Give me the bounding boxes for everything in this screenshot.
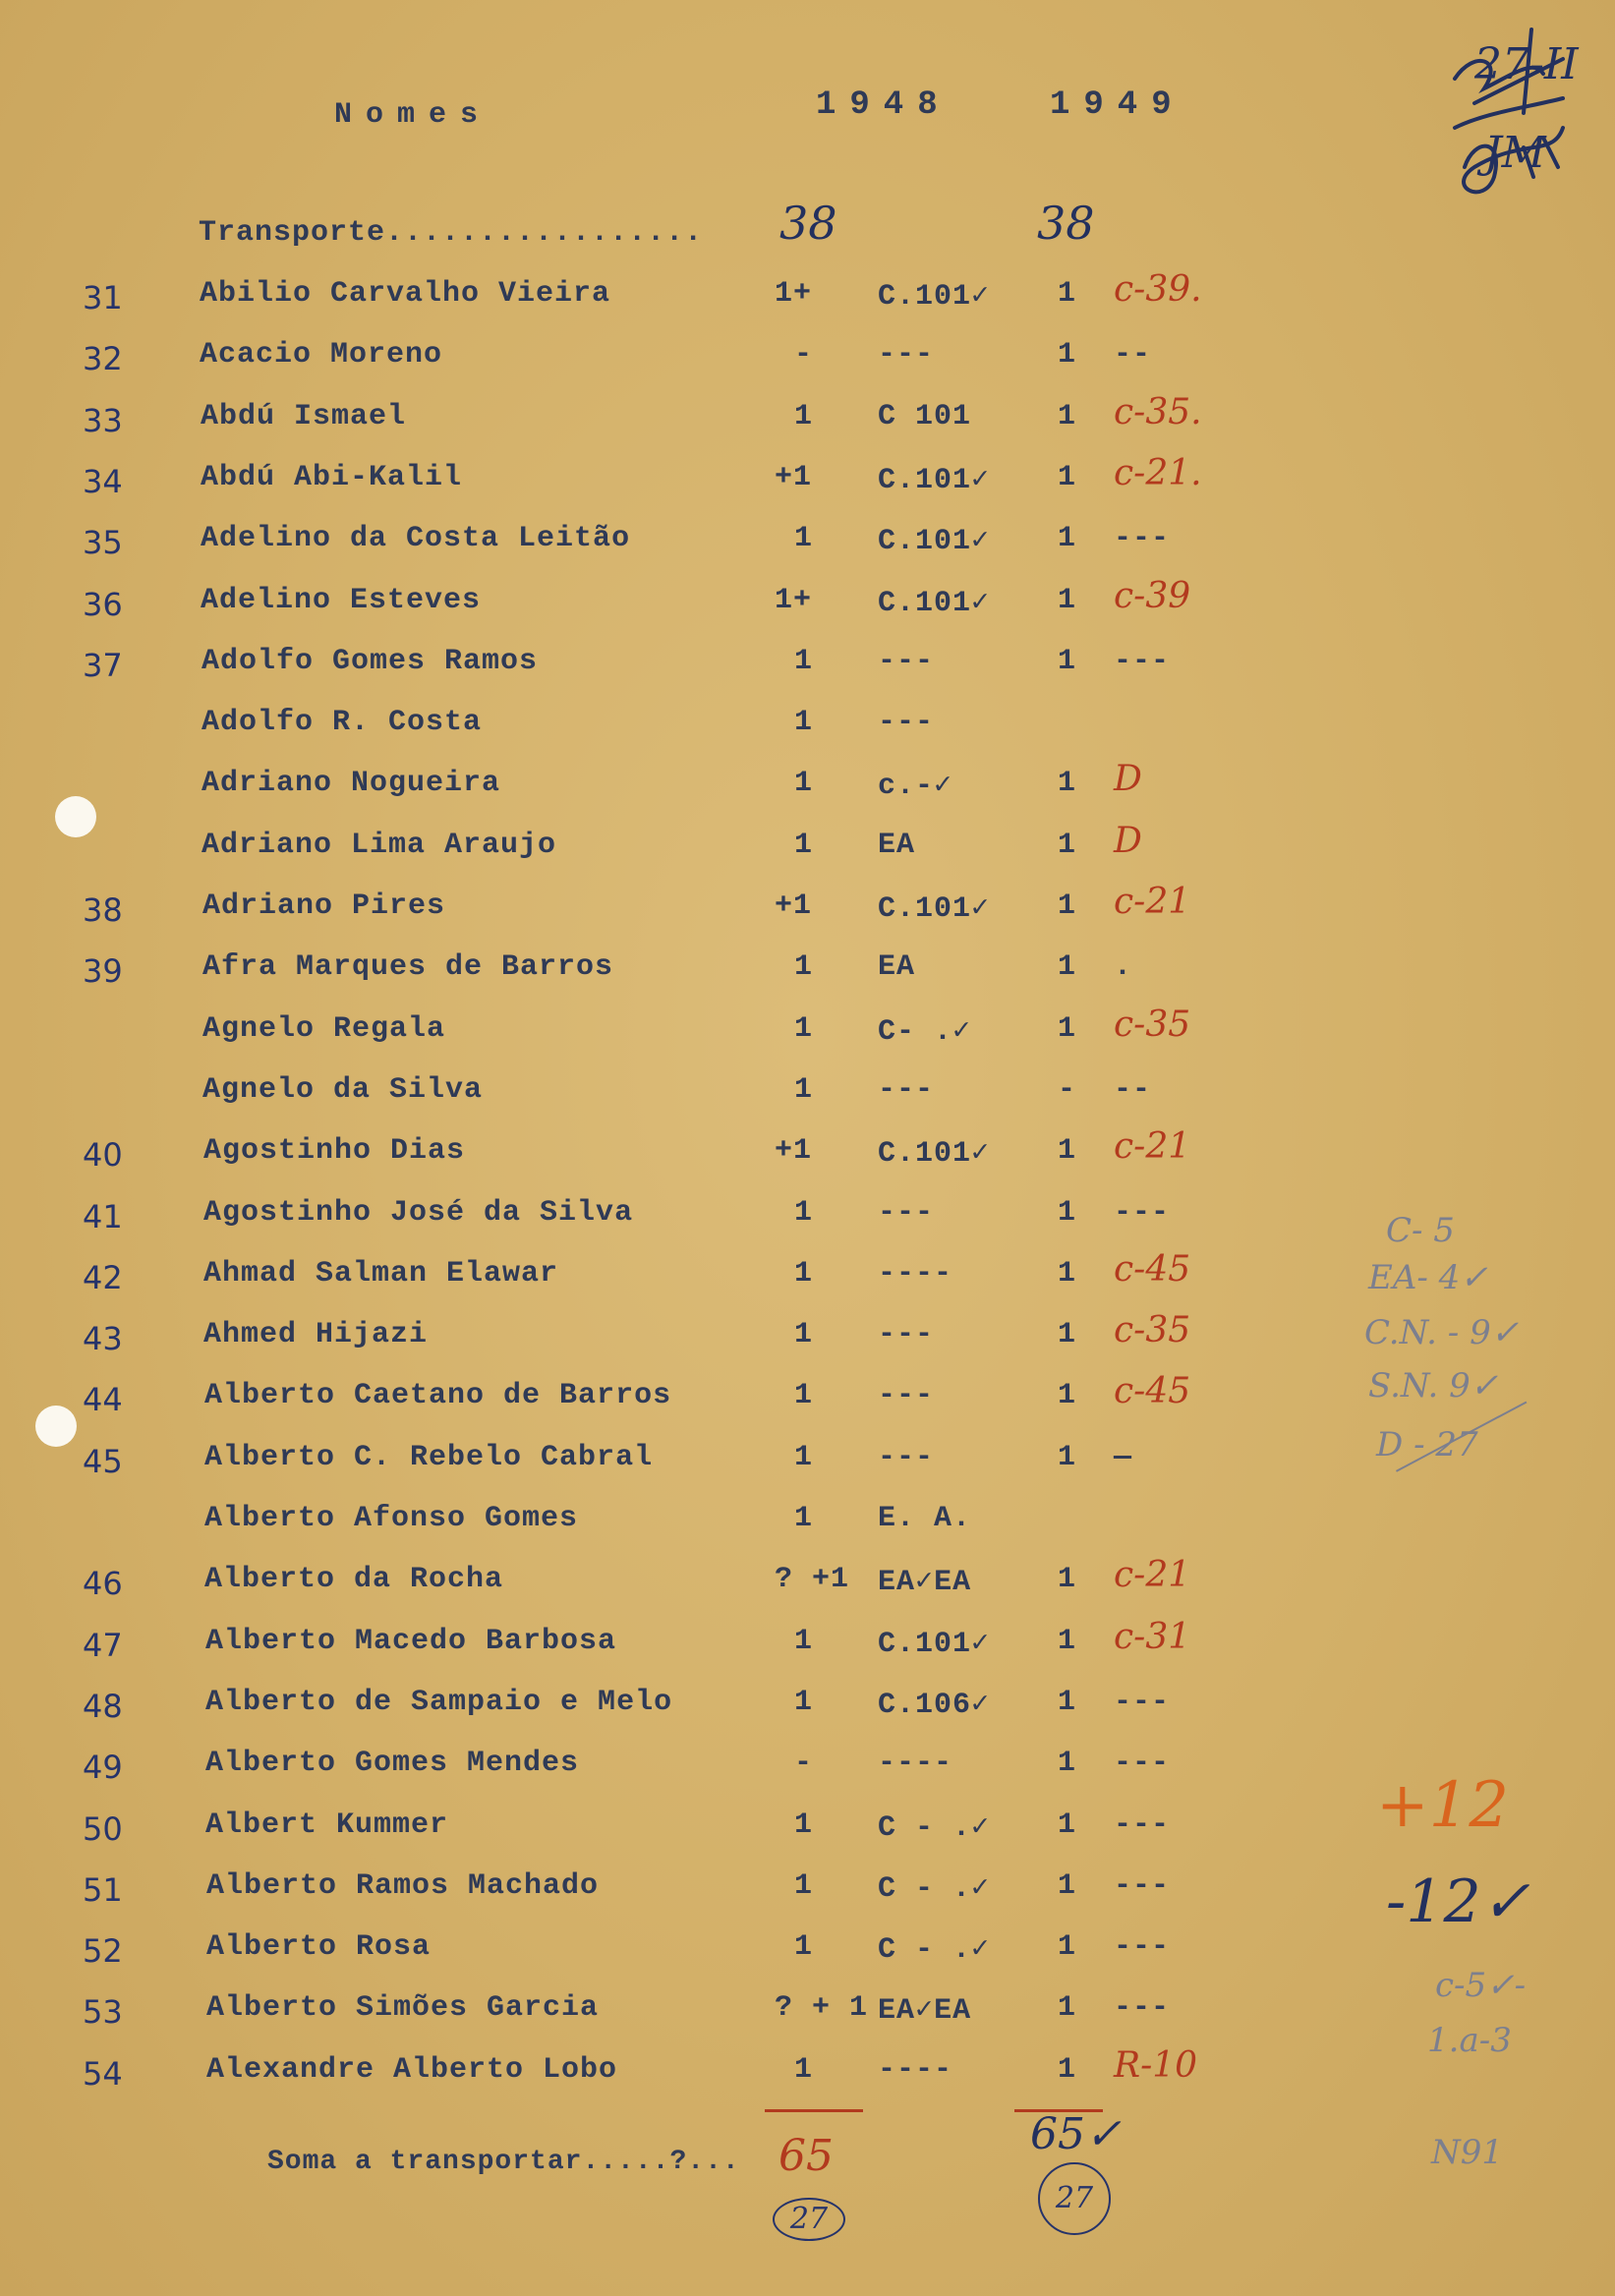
row-1948-code: EA✓EA (878, 1566, 972, 1599)
row-1949-code: c-45 (1114, 1371, 1191, 1411)
row-1949-count: 1 (1058, 950, 1077, 984)
row-1949-code: --- (1114, 1808, 1171, 1842)
row-number: 34 (83, 463, 123, 500)
row-1948-count: 1 (794, 1686, 814, 1719)
row-name: Adriano Nogueira (202, 767, 501, 800)
row-1949-code: -- (1114, 338, 1152, 372)
transporte-1948: 38 (779, 197, 837, 250)
row-name: Agostinho Dias (203, 1134, 466, 1168)
row-number: 50 (83, 1810, 123, 1848)
transporte-1949: 38 (1037, 197, 1095, 250)
row-1949-count: 1 (1058, 2053, 1077, 2087)
row-1948-count: 1 (794, 1196, 814, 1230)
row-1949-count: 1 (1058, 767, 1077, 800)
row-1948-code: C- .✓ (878, 1015, 972, 1049)
header-year-1948: 1948 (816, 86, 952, 124)
row-1949-count: 1 (1058, 461, 1077, 494)
row-1948-count: 1+ (775, 277, 813, 311)
punch-hole-bottom (35, 1406, 77, 1447)
row-1948-code: EA✓EA (878, 1994, 972, 2028)
row-1949-code: R-10 (1114, 2045, 1198, 2086)
row-1948-count: - (794, 338, 814, 372)
header-year-1949: 1949 (1050, 86, 1185, 124)
row-number: 36 (83, 586, 123, 623)
row-1948-count: 1 (794, 767, 814, 800)
row-1948-code: C.101✓ (878, 464, 991, 497)
row-1948-code: E. A. (878, 1502, 972, 1535)
row-name: Ahmad Salman Elawar (203, 1257, 559, 1291)
row-1949-count: 1 (1058, 1441, 1077, 1474)
row-number: 48 (83, 1688, 123, 1725)
row-1948-code: C.101✓ (878, 280, 991, 314)
row-1949-count: 1 (1058, 338, 1077, 372)
row-1948-count: +1 (775, 461, 813, 494)
row-1948-count: 1 (794, 1257, 814, 1291)
blue-total: -12✓ (1386, 1867, 1530, 1936)
row-name: Agnelo Regala (202, 1012, 446, 1046)
row-1948-count: - (794, 1747, 814, 1780)
row-name: Alberto Gomes Mendes (205, 1747, 580, 1780)
row-1948-code: C.101✓ (878, 1628, 991, 1661)
row-1948-code: ---- (878, 1257, 953, 1291)
sum-1948: 65 (779, 2131, 834, 2181)
row-name: Alberto Simões Garcia (206, 1991, 600, 2025)
row-number: 38 (83, 891, 123, 929)
row-name: Acacio Moreno (200, 338, 443, 372)
row-name: Adolfo R. Costa (202, 706, 483, 739)
row-1949-count: 1 (1058, 400, 1077, 433)
row-name: Alberto C. Rebelo Cabral (204, 1441, 654, 1474)
sum-circle-1949: 27 (1038, 2162, 1111, 2235)
row-number: 40 (83, 1136, 123, 1174)
row-1949-count: 1 (1058, 1012, 1077, 1046)
row-1949-count: 1 (1058, 1869, 1077, 1903)
row-name: Alexandre Alberto Lobo (206, 2053, 618, 2087)
row-number: 31 (83, 279, 123, 316)
row-1949-count: 1 (1058, 829, 1077, 862)
row-1948-count: 1 (794, 1502, 814, 1535)
row-1949-count: 1 (1058, 890, 1077, 923)
row-1949-code: --- (1114, 522, 1171, 555)
row-1949-code: --- (1114, 1747, 1171, 1780)
row-1948-code: --- (878, 1318, 935, 1351)
row-1948-count: 1+ (775, 584, 813, 617)
row-1949-code: --- (1114, 1930, 1171, 1964)
signature-text-top: 27-II (1474, 39, 1579, 89)
row-number: 52 (83, 1932, 123, 1970)
row-number: 46 (83, 1565, 123, 1602)
row-name: Agostinho José da Silva (203, 1196, 634, 1230)
row-1949-count: 1 (1058, 1257, 1077, 1291)
row-1949-code: c-39. (1114, 269, 1202, 310)
row-name: Adriano Pires (202, 890, 446, 923)
row-1948-code: C - .✓ (878, 1811, 991, 1845)
row-1948-count: 1 (794, 1930, 814, 1964)
row-name: Adriano Lima Araujo (202, 829, 557, 862)
tally-d: D - 27 (1376, 1425, 1478, 1464)
row-1949-code: --- (1114, 1991, 1171, 2025)
row-1949-count: 1 (1058, 522, 1077, 555)
row-1949-code: D (1114, 759, 1142, 799)
row-1949-code: -- (1114, 1073, 1152, 1107)
row-1949-code: c-31 (1114, 1617, 1191, 1657)
sum-circle-1948: 27 (773, 2198, 845, 2241)
row-1949-code: c-39 (1114, 576, 1191, 616)
row-1949-count: 1 (1058, 1318, 1077, 1351)
row-1948-code: --- (878, 338, 935, 372)
row-1948-count: 1 (794, 1869, 814, 1903)
tally-ea: EA- 4✓ (1368, 1258, 1488, 1297)
row-1948-count: 1 (794, 950, 814, 984)
row-number: 44 (83, 1381, 123, 1418)
row-name: Abdú Abi-Kalil (201, 461, 463, 494)
row-1949-count: 1 (1058, 1747, 1077, 1780)
row-1949-count: 1 (1058, 1625, 1077, 1658)
row-1949-count: 1 (1058, 1930, 1077, 1964)
row-name: Alberto Caetano de Barros (204, 1379, 672, 1412)
row-1948-code: --- (878, 1073, 935, 1107)
row-name: Adolfo Gomes Ramos (202, 645, 539, 678)
row-1949-code: — (1114, 1441, 1133, 1474)
row-1949-code: --- (1114, 645, 1171, 678)
row-1948-count: 1 (794, 1625, 814, 1658)
row-1949-code: D (1114, 821, 1142, 861)
row-number: 49 (83, 1749, 123, 1786)
row-1948-code: --- (878, 706, 935, 739)
row-1948-code: C - .✓ (878, 1933, 991, 1967)
row-1949-code: c-21 (1114, 882, 1191, 922)
row-1948-count: 1 (794, 645, 814, 678)
pencil-note-3: N91 (1431, 2133, 1504, 2172)
pencil-note-2: 1.a-3 (1427, 2021, 1512, 2060)
row-1949-code: c-35 (1114, 1004, 1191, 1045)
row-1948-code: C.101✓ (878, 892, 991, 926)
row-1948-code: --- (878, 1196, 935, 1230)
row-1949-count: 1 (1058, 1808, 1077, 1842)
tally-cn: C.N. - 9✓ (1364, 1313, 1520, 1352)
row-1948-count: 1 (794, 1379, 814, 1412)
row-number: 51 (83, 1871, 123, 1909)
row-number: 54 (83, 2055, 123, 2093)
row-number: 32 (83, 340, 123, 377)
row-number: 37 (83, 647, 123, 684)
row-1948-count: ? + 1 (775, 1991, 869, 2025)
row-1949-count: 1 (1058, 645, 1077, 678)
row-name: Adelino Esteves (201, 584, 482, 617)
row-1948-count: +1 (775, 1134, 813, 1168)
row-name: Ahmed Hijazi (203, 1318, 429, 1351)
signature-mark (1415, 20, 1592, 206)
orange-total: +12 (1376, 1769, 1510, 1842)
signature-text-bottom: JM (1484, 128, 1546, 178)
row-name: Alberto Afonso Gomes (204, 1502, 579, 1535)
row-name: Albert Kummer (205, 1808, 449, 1842)
row-number: 42 (83, 1259, 123, 1296)
row-name: Alberto Ramos Machado (206, 1869, 600, 1903)
row-1948-code: C.106✓ (878, 1689, 991, 1722)
punch-hole-top (55, 796, 96, 837)
row-number: 39 (83, 952, 123, 990)
pencil-note-1: c-5✓- (1435, 1966, 1527, 2005)
row-1948-count: 1 (794, 2053, 814, 2087)
sum-1949: 65✓ (1030, 2109, 1122, 2159)
sum-underline-1948 (765, 2109, 863, 2112)
row-number: 35 (83, 524, 123, 561)
row-1949-count: 1 (1058, 1991, 1077, 2025)
row-1948-count: 1 (794, 706, 814, 739)
row-1948-code: EA (878, 950, 916, 984)
row-name: Abilio Carvalho Vieira (200, 277, 611, 311)
row-1949-code: --- (1114, 1196, 1171, 1230)
row-1948-code: EA (878, 829, 916, 862)
row-1949-code: --- (1114, 1686, 1171, 1719)
row-1948-count: 1 (794, 1441, 814, 1474)
row-1948-count: +1 (775, 890, 813, 923)
row-1948-count: 1 (794, 522, 814, 555)
row-1948-count: 1 (794, 400, 814, 433)
sum-label: Soma a transportar.....?... (267, 2147, 740, 2177)
row-1948-count: 1 (794, 1012, 814, 1046)
row-1949-count: - (1058, 1073, 1077, 1107)
row-1948-code: ---- (878, 2053, 953, 2087)
row-1948-code: ---- (878, 1747, 953, 1780)
row-name: Adelino da Costa Leitão (201, 522, 631, 555)
row-1949-code: c-21 (1114, 1555, 1191, 1595)
row-1948-count: ? +1 (775, 1563, 850, 1596)
row-name: Alberto Rosa (206, 1930, 432, 1964)
row-name: Agnelo da Silva (202, 1073, 484, 1107)
row-number: 33 (83, 402, 123, 439)
row-1948-code: --- (878, 1379, 935, 1412)
row-1948-code: c.-✓ (878, 770, 953, 803)
header-names: Nomes (334, 98, 492, 132)
row-1949-code: c-21. (1114, 453, 1202, 493)
tally-c: C- 5 (1386, 1211, 1455, 1250)
row-number: 53 (83, 1993, 123, 2031)
row-name: Alberto Macedo Barbosa (205, 1625, 617, 1658)
row-1949-code: c-21 (1114, 1126, 1191, 1167)
row-1949-count: 1 (1058, 1196, 1077, 1230)
row-1948-code: C.101✓ (878, 1137, 991, 1171)
row-number: 43 (83, 1320, 123, 1357)
row-name: Alberto da Rocha (204, 1563, 504, 1596)
row-1949-count: 1 (1058, 1379, 1077, 1412)
tally-sn: S.N. 9✓ (1368, 1366, 1499, 1406)
row-1949-count: 1 (1058, 584, 1077, 617)
row-1948-code: C - .✓ (878, 1872, 991, 1906)
row-name: Abdú Ismael (201, 400, 407, 433)
row-1949-count: 1 (1058, 1686, 1077, 1719)
row-1949-code: c-45 (1114, 1249, 1191, 1290)
row-number: 47 (83, 1627, 123, 1664)
row-1949-code: c-35 (1114, 1310, 1191, 1350)
row-1949-count: 1 (1058, 1134, 1077, 1168)
row-number: 41 (83, 1198, 123, 1235)
row-name: Afra Marques de Barros (202, 950, 614, 984)
row-1948-code: --- (878, 645, 935, 678)
row-1949-count: 1 (1058, 1563, 1077, 1596)
row-1948-count: 1 (794, 1073, 814, 1107)
row-1948-code: --- (878, 1441, 935, 1474)
row-1948-code: C.101✓ (878, 587, 991, 620)
row-1948-code: C.101✓ (878, 525, 991, 558)
row-name: Alberto de Sampaio e Melo (205, 1686, 673, 1719)
transporte-label: Transporte................. (199, 216, 704, 250)
row-1949-count: 1 (1058, 277, 1077, 311)
row-1948-count: 1 (794, 1318, 814, 1351)
row-number: 45 (83, 1443, 123, 1480)
row-1948-code: C 101 (878, 400, 972, 433)
row-1948-count: 1 (794, 1808, 814, 1842)
row-1949-code: c-35. (1114, 392, 1202, 432)
row-1949-code: . (1114, 950, 1133, 984)
row-1948-count: 1 (794, 829, 814, 862)
row-1949-code: --- (1114, 1869, 1171, 1903)
